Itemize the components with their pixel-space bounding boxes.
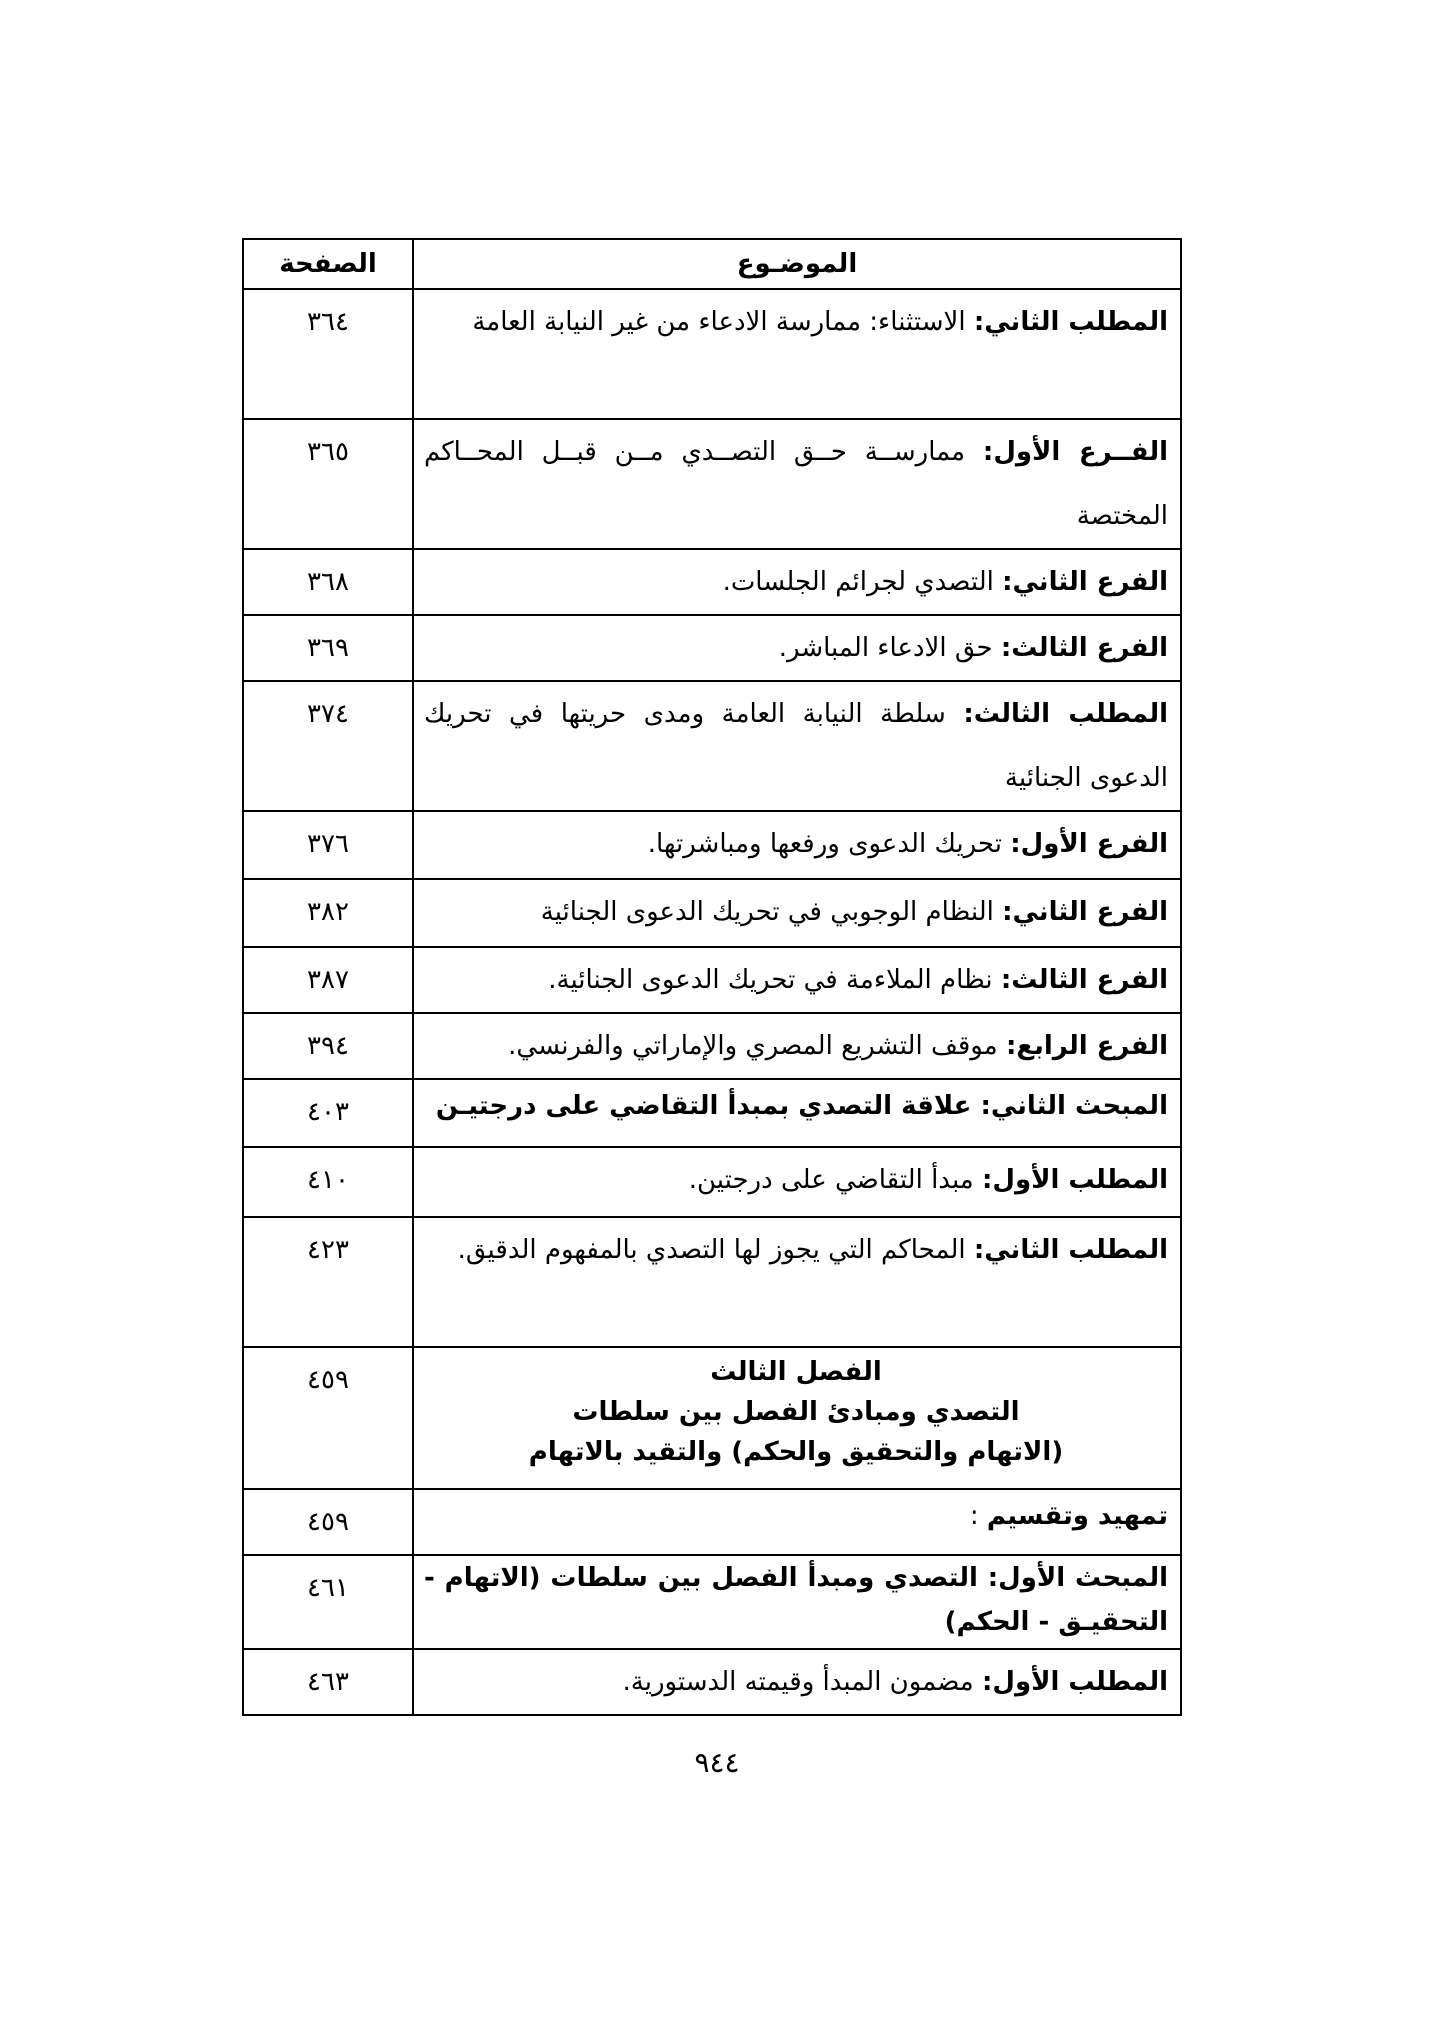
table-header-row [243,239,1181,289]
table-row [243,1649,1181,1715]
topic-cell [413,879,1181,947]
topic-cell [413,1147,1181,1217]
entry-label: الفرع الثاني: [1002,567,1168,597]
entry-text: التصدي ومبدأ الفصل بين سلطات (الاتهام - التحقيـق - الحكم) [424,1563,1168,1637]
entry-label: المطلب الثاني: [973,1235,1168,1265]
page-cell: ٤٠٣ [243,1079,413,1147]
entry-label: الفرع الرابع: [1005,1031,1168,1061]
page-header: الصفحة [243,239,413,289]
topic-cell [413,811,1181,879]
topic-cell [413,1013,1181,1079]
entry-text: ممارســة حــق التصــدي مــن قبــل المحــاكم المختصة [424,437,1168,531]
table-row [243,419,1181,549]
table-row [243,947,1181,1013]
table-row [243,1079,1181,1147]
topic-header: الموضـوع [413,239,1181,289]
page-cell: ٣٦٥ [243,419,413,549]
page-cell: ٤١٠ [243,1147,413,1217]
table-row [243,879,1181,947]
entry-text: مضمون المبدأ وقيمته الدستورية. [622,1667,982,1697]
page-cell: ٣٨٧ [243,947,413,1013]
table-row [243,1217,1181,1347]
entry-text: موقف التشريع المصري والإماراتي والفرنسي. [508,1031,1006,1061]
page-cell: ٤٦١ [243,1555,413,1649]
entry-label: المطلب الثالث: [963,699,1168,729]
entry-text: : [969,1501,987,1531]
page-cell: ٣٦٩ [243,615,413,681]
page-number: ٩٤٤ [694,1746,740,1779]
entry-label: الفرع الثالث: [1000,965,1168,995]
page-cell: ٤٥٩ [243,1347,413,1489]
entry-label: المطلب الثاني: [973,307,1168,337]
page-cell: ٣٦٤ [243,289,413,419]
table-row [243,681,1181,811]
entry-text: سلطة النيابة العامة ومدى حريتها في تحريك الدعوى الجنائية [424,699,1168,793]
chapter-subtitle-2: (الاتهام والتحقيق والحكم) والتقيد بالاتهام [528,1437,1064,1467]
page-cell: ٤٦٣ [243,1649,413,1715]
page-cell: ٤٥٩ [243,1489,413,1555]
entry-text: نظام الملاءمة في تحريك الدعوى الجنائية. [548,965,1001,995]
entry-text: المحاكم التي يجوز لها التصدي بالمفهوم الدقيق. [457,1235,974,1265]
topic-cell [413,1489,1181,1555]
page-cell: ٣٧٦ [243,811,413,879]
entry-label: الفرع الثالث: [1000,633,1168,663]
entry-label: تمهيد وتقسيم [986,1501,1168,1531]
entry-text: علاقة التصدي بمبدأ التقاضي على درجتيـن [435,1091,981,1121]
entry-label: المبحث الأول: [987,1563,1168,1593]
table-row [243,615,1181,681]
table-of-contents [242,238,1182,1716]
chapter-heading-cell [413,1347,1181,1489]
chapter-title: الفصل الثالث [710,1357,882,1387]
table-row [243,1489,1181,1555]
entry-text: مبدأ التقاضي على درجتين. [688,1165,982,1195]
entry-label: الفــرع الأول: [982,437,1168,467]
topic-cell [413,1217,1181,1347]
entry-label: المطلب الأول: [981,1165,1168,1195]
table-row [243,1013,1181,1079]
topic-cell [413,1079,1181,1147]
table-row [243,1555,1181,1649]
page-cell: ٣٧٤ [243,681,413,811]
topic-cell [413,947,1181,1013]
page-cell: ٤٢٣ [243,1217,413,1347]
page-cell: ٣٦٨ [243,549,413,615]
topic-cell [413,289,1181,419]
topic-cell [413,1555,1181,1649]
table-row [243,1147,1181,1217]
table-row [243,811,1181,879]
table-row [243,549,1181,615]
table-row [243,289,1181,419]
page-cell: ٣٩٤ [243,1013,413,1079]
topic-cell [413,549,1181,615]
entry-label: المبحث الثاني: [980,1091,1168,1121]
entry-text: حق الادعاء المباشر. [778,633,1001,663]
topic-cell [413,419,1181,549]
topic-cell [413,1649,1181,1715]
entry-label: الفرع الأول: [1010,829,1168,859]
chapter-subtitle: التصدي ومبادئ الفصل بين سلطات [572,1397,1020,1427]
entry-label: المطلب الأول: [981,1667,1168,1697]
entry-text: النظام الوجوبي في تحريك الدعوى الجنائية [540,897,1003,927]
entry-label: الفرع الثاني: [1002,897,1168,927]
table-row [243,1347,1181,1489]
topic-cell [413,681,1181,811]
page-cell: ٣٨٢ [243,879,413,947]
entry-text: الاستثناء: ممارسة الادعاء من غير النيابة العامة [472,307,974,337]
entry-text: تحريك الدعوى ورفعها ومباشرتها. [647,829,1011,859]
topic-cell [413,615,1181,681]
entry-text: التصدي لجرائم الجلسات. [722,567,1003,597]
